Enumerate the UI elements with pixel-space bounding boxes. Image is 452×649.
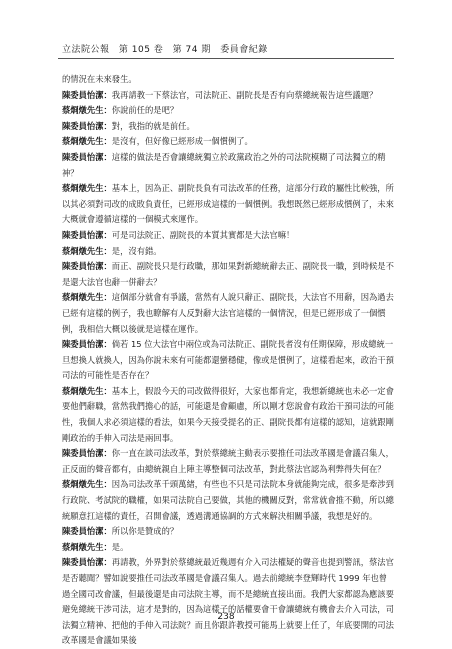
- speaker-label: 蔡烱燉先生：: [62, 105, 112, 116]
- transcript-paragraph: [62, 181, 394, 228]
- speech-text: 可是司法院正、副院長的本質其實都是大法官嘛！: [111, 229, 295, 240]
- issue-number: 第 74 期: [172, 45, 211, 55]
- speaker-label: 陳委員怡潔：: [62, 339, 112, 350]
- speech-text: 而正、副院長只是行政職，那如果對新總統辭去正、副院長一職，到時候是不是還大法官也辭一併辭去？: [62, 261, 394, 287]
- speech-text: 因為司法改革千頭萬緒，有些也不只是司法院本身就能夠完成，很多是牽涉到行政院、考試院的職權，如果司法院自己要做，其他的機關反對，常常就會推不動，所以總統願意扛這樣的責任，召開會議，透過溝通協調的方式來解決相關爭議，我想是好的。: [62, 479, 394, 521]
- transcript-paragraph: [62, 555, 394, 649]
- speech-text: 基本上，假設今天的司改做得很好，大家也都肯定，我想新總統也未必一定會要他們辭職，當然我們擔心的話，可能還是會顧慮，所以剛才您說會有政治干預司法的可能性，我個人求必須這樣的看法，如果今天接受提名的正、副院長都有這樣的認知，這就跟剛剛政治的手伸入司法是兩回事。: [62, 385, 394, 443]
- transcript-paragraph: [62, 259, 394, 290]
- section-name: 委員會紀錄: [220, 45, 268, 55]
- speaker-label: 陳委員怡潔：: [62, 151, 112, 162]
- speaker-label: 陳委員怡潔：: [62, 448, 112, 459]
- transcript-paragraph: [62, 290, 394, 337]
- speaker-label: 蔡烱燉先生：: [62, 479, 112, 490]
- speaker-label: 陳委員怡潔：: [62, 261, 112, 272]
- speaker-label: 蔡烱燉先生：: [62, 292, 112, 303]
- speech-text: 所以你是贊成的？: [111, 526, 179, 537]
- speech-text: 的情況在未來發生。: [62, 74, 137, 84]
- transcript-paragraph: [62, 119, 394, 135]
- transcript-paragraph: [62, 540, 394, 556]
- transcript-paragraph: [62, 134, 394, 150]
- speech-text: 我再請教一下蔡法官，司法院正、副院長是否有向蔡總統報告這些議題？: [111, 89, 378, 100]
- speech-text: 對，我指的就是前任。: [111, 120, 195, 131]
- speech-text: 這個部分就會有爭議，當然有人說只辭正、副院長，大法官不用辭，因為過去已經有這樣的例子，我也瞭解有人反對辭大法官這樣的一個情況，但是已經形成了一個慣例，我相信大概以後就是這樣在運作。: [62, 292, 394, 334]
- transcript-paragraph: [62, 446, 394, 477]
- page-header: [62, 42, 274, 55]
- transcript-paragraph: [62, 384, 394, 446]
- speech-text: 再請教，外界對於蔡總統最近幾週有介入司法權疑的聲音也提到警訊，蔡法官是否聽聞？譬如說要推任司法改革國是會議召集人。過去前總統李登輝時代 1999 年也曾過全國司改會議，但最後還是由司法院主導，而不是總統直接出面。我們大家都認為應該要避免總統干涉司法，這才是對的，因為這樣子的話權要會干會讓總統有機會去介入司法，司法獨立精神、把他的手伸入司法院？而且你跟許教授可能馬上就要上任了，年底要開的司法改革國是會議如果後: [62, 557, 394, 646]
- transcript-paragraph: [62, 150, 394, 181]
- publication-title: 立法院公報: [62, 45, 110, 55]
- speaker-label: 蔡烱燉先生：: [62, 136, 112, 147]
- transcript-paragraph: [62, 228, 394, 244]
- transcript-body: [62, 72, 394, 649]
- transcript-paragraph: [62, 244, 394, 260]
- speaker-label: 蔡烱燉先生：: [62, 541, 112, 552]
- speaker-label: 蔡烱燉先生：: [62, 245, 112, 256]
- speaker-label: 蔡烱燉先生：: [62, 183, 112, 194]
- speaker-label: 陳委員怡潔：: [62, 229, 112, 240]
- speaker-label: 陳委員怡潔：: [62, 557, 112, 568]
- speaker-label: 陳委員怡潔：: [62, 89, 112, 100]
- speaker-label: 蔡烱燉先生：: [62, 385, 112, 396]
- speech-text: 你一直在談司法改革，對於蔡總統主動表示要推任司法改革國是會議召集人，正反面的聲音都有，由總統親自上陣主導整個司法改革，對此蔡法官認為利弊得失何在？: [62, 448, 394, 474]
- speech-text: 是。: [111, 541, 129, 552]
- speech-text: 是，沒有錯。: [111, 245, 162, 256]
- transcript-paragraph: [62, 337, 394, 384]
- speech-text: 是沒有，但好像已經形成一個慣例了。: [111, 136, 253, 147]
- speech-text: 基本上，因為正、副院長負有司法改革的任務，這部分行政的屬性比較強，所以其必須對司改的成敗負責任，已經形成這樣的一個慣例。我想既然已經形成慣例了，未來大概就會遵循這樣的一個模式來運作。: [62, 183, 394, 225]
- speech-text: 倘若 15 位大法官中兩位或為司法院正、副院長者沒有任期保障，形成總統一旦想換人就換人，因為你說未來有可能都還蠻穩健，像或是慣例了，這樣看起來，政治干預司法的可能性是否存在？: [62, 339, 394, 381]
- transcript-paragraph: [62, 103, 394, 119]
- transcript-paragraph: [62, 72, 394, 88]
- transcript-paragraph: [62, 524, 394, 540]
- transcript-paragraph: [62, 477, 394, 524]
- speaker-label: 陳委員怡潔：: [62, 120, 112, 131]
- speaker-label: 陳委員怡潔：: [62, 526, 112, 537]
- volume-number: 第 105 卷: [118, 45, 164, 55]
- transcript-paragraph: [62, 88, 394, 104]
- speech-text: 這樣的做法是否會讓總統獨立於政黨政治之外的司法院模糊了司法獨立的精神？: [62, 151, 386, 178]
- header-rule: [58, 58, 394, 59]
- page-number: 238: [217, 612, 235, 622]
- speech-text: 你說前任的是吧？: [111, 105, 179, 116]
